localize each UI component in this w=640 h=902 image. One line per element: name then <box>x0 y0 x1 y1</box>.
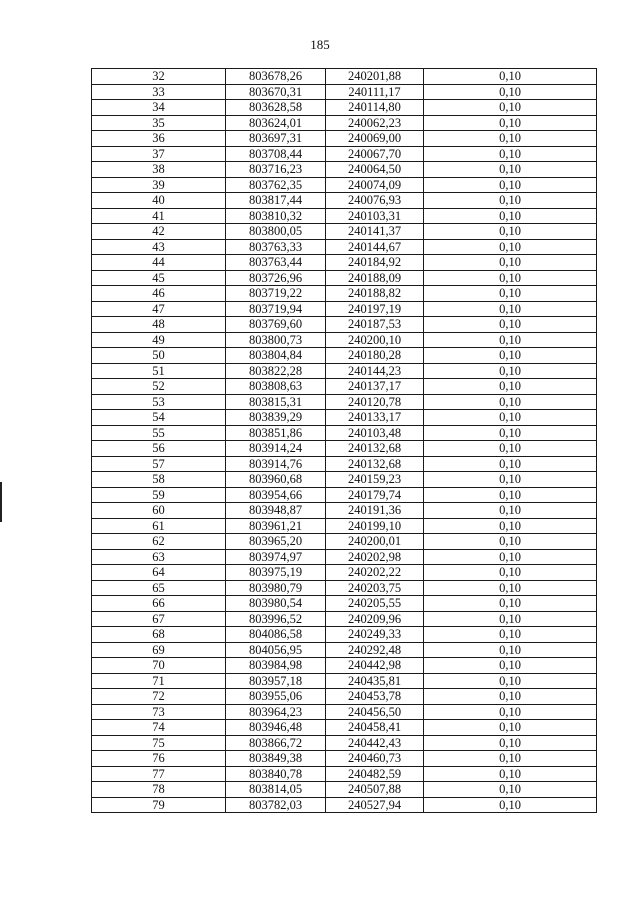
point-number-cell: 34 <box>92 100 226 116</box>
accuracy-cell: 0,10 <box>424 673 597 689</box>
x-coordinate-cell: 803964,23 <box>226 704 326 720</box>
x-coordinate-cell: 803975,19 <box>226 565 326 581</box>
y-coordinate-cell: 240184,92 <box>326 255 424 271</box>
accuracy-cell: 0,10 <box>424 611 597 627</box>
point-number-cell: 47 <box>92 301 226 317</box>
y-coordinate-cell: 240200,01 <box>326 534 424 550</box>
point-number-cell: 55 <box>92 425 226 441</box>
x-coordinate-cell: 803839,29 <box>226 410 326 426</box>
table-row <box>92 208 597 224</box>
table-row <box>92 348 597 364</box>
point-number-cell: 62 <box>92 534 226 550</box>
x-coordinate-cell: 803849,38 <box>226 751 326 767</box>
accuracy-cell: 0,10 <box>424 162 597 178</box>
accuracy-cell: 0,10 <box>424 131 597 147</box>
page-number: 185 <box>310 37 330 52</box>
x-coordinate-cell: 803762,35 <box>226 177 326 193</box>
accuracy-cell: 0,10 <box>424 270 597 286</box>
point-number-cell: 69 <box>92 642 226 658</box>
accuracy-cell: 0,10 <box>424 115 597 131</box>
coordinates-table <box>91 68 597 813</box>
y-coordinate-cell: 240064,50 <box>326 162 424 178</box>
point-number-cell: 67 <box>92 611 226 627</box>
y-coordinate-cell: 240435,81 <box>326 673 424 689</box>
y-coordinate-cell: 240076,93 <box>326 193 424 209</box>
y-coordinate-cell: 240458,41 <box>326 720 424 736</box>
y-coordinate-cell: 240111,17 <box>326 84 424 100</box>
y-coordinate-cell: 240456,50 <box>326 704 424 720</box>
point-number-cell: 40 <box>92 193 226 209</box>
accuracy-cell: 0,10 <box>424 782 597 798</box>
table-row <box>92 456 597 472</box>
x-coordinate-cell: 803980,54 <box>226 596 326 612</box>
x-coordinate-cell: 803965,20 <box>226 534 326 550</box>
point-number-cell: 43 <box>92 239 226 255</box>
coordinates-table-body <box>92 69 597 813</box>
x-coordinate-cell: 803708,44 <box>226 146 326 162</box>
x-coordinate-cell: 803628,58 <box>226 100 326 116</box>
table-row <box>92 131 597 147</box>
accuracy-cell: 0,10 <box>424 317 597 333</box>
table-row <box>92 286 597 302</box>
y-coordinate-cell: 240103,48 <box>326 425 424 441</box>
accuracy-cell: 0,10 <box>424 69 597 85</box>
accuracy-cell: 0,10 <box>424 503 597 519</box>
accuracy-cell: 0,10 <box>424 84 597 100</box>
y-coordinate-cell: 240180,28 <box>326 348 424 364</box>
accuracy-cell: 0,10 <box>424 549 597 565</box>
y-coordinate-cell: 240074,09 <box>326 177 424 193</box>
table-row <box>92 379 597 395</box>
x-coordinate-cell: 803678,26 <box>226 69 326 85</box>
table-row <box>92 363 597 379</box>
table-row <box>92 487 597 503</box>
table-row <box>92 394 597 410</box>
point-number-cell: 58 <box>92 472 226 488</box>
y-coordinate-cell: 240202,98 <box>326 549 424 565</box>
x-coordinate-cell: 803822,28 <box>226 363 326 379</box>
accuracy-cell: 0,10 <box>424 456 597 472</box>
table-row <box>92 270 597 286</box>
table-row <box>92 642 597 658</box>
x-coordinate-cell: 803815,31 <box>226 394 326 410</box>
y-coordinate-cell: 240137,17 <box>326 379 424 395</box>
x-coordinate-cell: 803914,76 <box>226 456 326 472</box>
point-number-cell: 78 <box>92 782 226 798</box>
point-number-cell: 42 <box>92 224 226 240</box>
point-number-cell: 66 <box>92 596 226 612</box>
point-number-cell: 37 <box>92 146 226 162</box>
x-coordinate-cell: 803946,48 <box>226 720 326 736</box>
x-coordinate-cell: 803957,18 <box>226 673 326 689</box>
margin-mark <box>0 482 2 522</box>
accuracy-cell: 0,10 <box>424 425 597 441</box>
x-coordinate-cell: 803984,98 <box>226 658 326 674</box>
x-coordinate-cell: 803866,72 <box>226 735 326 751</box>
y-coordinate-cell: 240187,53 <box>326 317 424 333</box>
accuracy-cell: 0,10 <box>424 658 597 674</box>
accuracy-cell: 0,10 <box>424 472 597 488</box>
point-number-cell: 79 <box>92 797 226 813</box>
x-coordinate-cell: 803769,60 <box>226 317 326 333</box>
x-coordinate-cell: 803800,05 <box>226 224 326 240</box>
x-coordinate-cell: 803719,94 <box>226 301 326 317</box>
y-coordinate-cell: 240527,94 <box>326 797 424 813</box>
point-number-cell: 38 <box>92 162 226 178</box>
accuracy-cell: 0,10 <box>424 177 597 193</box>
point-number-cell: 74 <box>92 720 226 736</box>
x-coordinate-cell: 803955,06 <box>226 689 326 705</box>
accuracy-cell: 0,10 <box>424 100 597 116</box>
x-coordinate-cell: 803996,52 <box>226 611 326 627</box>
x-coordinate-cell: 803814,05 <box>226 782 326 798</box>
table-row <box>92 720 597 736</box>
x-coordinate-cell: 803961,21 <box>226 518 326 534</box>
table-row <box>92 580 597 596</box>
point-number-cell: 60 <box>92 503 226 519</box>
y-coordinate-cell: 240482,59 <box>326 766 424 782</box>
x-coordinate-cell: 803763,33 <box>226 239 326 255</box>
y-coordinate-cell: 240197,19 <box>326 301 424 317</box>
accuracy-cell: 0,10 <box>424 580 597 596</box>
y-coordinate-cell: 240202,22 <box>326 565 424 581</box>
point-number-cell: 51 <box>92 363 226 379</box>
table-row <box>92 224 597 240</box>
point-number-cell: 77 <box>92 766 226 782</box>
accuracy-cell: 0,10 <box>424 224 597 240</box>
accuracy-cell: 0,10 <box>424 627 597 643</box>
table-row <box>92 177 597 193</box>
table-row <box>92 596 597 612</box>
table-row <box>92 766 597 782</box>
y-coordinate-cell: 240067,70 <box>326 146 424 162</box>
y-coordinate-cell: 240159,23 <box>326 472 424 488</box>
table-row <box>92 115 597 131</box>
table-row <box>92 503 597 519</box>
accuracy-cell: 0,10 <box>424 379 597 395</box>
accuracy-cell: 0,10 <box>424 487 597 503</box>
point-number-cell: 57 <box>92 456 226 472</box>
x-coordinate-cell: 803914,24 <box>226 441 326 457</box>
point-number-cell: 52 <box>92 379 226 395</box>
point-number-cell: 72 <box>92 689 226 705</box>
x-coordinate-cell: 803716,23 <box>226 162 326 178</box>
x-coordinate-cell: 803782,03 <box>226 797 326 813</box>
y-coordinate-cell: 240249,33 <box>326 627 424 643</box>
point-number-cell: 68 <box>92 627 226 643</box>
accuracy-cell: 0,10 <box>424 689 597 705</box>
y-coordinate-cell: 240114,80 <box>326 100 424 116</box>
point-number-cell: 71 <box>92 673 226 689</box>
table-row <box>92 146 597 162</box>
table-row <box>92 332 597 348</box>
y-coordinate-cell: 240132,68 <box>326 456 424 472</box>
accuracy-cell: 0,10 <box>424 797 597 813</box>
y-coordinate-cell: 240132,68 <box>326 441 424 457</box>
point-number-cell: 65 <box>92 580 226 596</box>
y-coordinate-cell: 240179,74 <box>326 487 424 503</box>
x-coordinate-cell: 803980,79 <box>226 580 326 596</box>
point-number-cell: 76 <box>92 751 226 767</box>
y-coordinate-cell: 240120,78 <box>326 394 424 410</box>
x-coordinate-cell: 803817,44 <box>226 193 326 209</box>
table-row <box>92 162 597 178</box>
x-coordinate-cell: 803810,32 <box>226 208 326 224</box>
table-row <box>92 627 597 643</box>
point-number-cell: 75 <box>92 735 226 751</box>
table-row <box>92 797 597 813</box>
y-coordinate-cell: 240292,48 <box>326 642 424 658</box>
point-number-cell: 48 <box>92 317 226 333</box>
table-row <box>92 704 597 720</box>
table-row <box>92 689 597 705</box>
accuracy-cell: 0,10 <box>424 518 597 534</box>
accuracy-cell: 0,10 <box>424 363 597 379</box>
table-row <box>92 735 597 751</box>
table-row <box>92 193 597 209</box>
x-coordinate-cell: 803804,84 <box>226 348 326 364</box>
point-number-cell: 50 <box>92 348 226 364</box>
point-number-cell: 73 <box>92 704 226 720</box>
y-coordinate-cell: 240062,23 <box>326 115 424 131</box>
point-number-cell: 36 <box>92 131 226 147</box>
accuracy-cell: 0,10 <box>424 704 597 720</box>
y-coordinate-cell: 240442,98 <box>326 658 424 674</box>
accuracy-cell: 0,10 <box>424 193 597 209</box>
point-number-cell: 32 <box>92 69 226 85</box>
table-row <box>92 100 597 116</box>
accuracy-cell: 0,10 <box>424 751 597 767</box>
x-coordinate-cell: 803670,31 <box>226 84 326 100</box>
x-coordinate-cell: 804056,95 <box>226 642 326 658</box>
table-row <box>92 658 597 674</box>
x-coordinate-cell: 803851,86 <box>226 425 326 441</box>
point-number-cell: 41 <box>92 208 226 224</box>
accuracy-cell: 0,10 <box>424 441 597 457</box>
accuracy-cell: 0,10 <box>424 642 597 658</box>
x-coordinate-cell: 803974,97 <box>226 549 326 565</box>
point-number-cell: 54 <box>92 410 226 426</box>
y-coordinate-cell: 240209,96 <box>326 611 424 627</box>
accuracy-cell: 0,10 <box>424 208 597 224</box>
accuracy-cell: 0,10 <box>424 735 597 751</box>
y-coordinate-cell: 240453,78 <box>326 689 424 705</box>
y-coordinate-cell: 240141,37 <box>326 224 424 240</box>
point-number-cell: 49 <box>92 332 226 348</box>
accuracy-cell: 0,10 <box>424 348 597 364</box>
table-row <box>92 441 597 457</box>
accuracy-cell: 0,10 <box>424 565 597 581</box>
y-coordinate-cell: 240460,73 <box>326 751 424 767</box>
x-coordinate-cell: 803697,31 <box>226 131 326 147</box>
accuracy-cell: 0,10 <box>424 534 597 550</box>
x-coordinate-cell: 803960,68 <box>226 472 326 488</box>
point-number-cell: 39 <box>92 177 226 193</box>
table-row <box>92 255 597 271</box>
y-coordinate-cell: 240442,43 <box>326 735 424 751</box>
point-number-cell: 59 <box>92 487 226 503</box>
x-coordinate-cell: 803808,63 <box>226 379 326 395</box>
table-row <box>92 611 597 627</box>
y-coordinate-cell: 240200,10 <box>326 332 424 348</box>
y-coordinate-cell: 240199,10 <box>326 518 424 534</box>
point-number-cell: 63 <box>92 549 226 565</box>
y-coordinate-cell: 240144,67 <box>326 239 424 255</box>
point-number-cell: 56 <box>92 441 226 457</box>
table-row <box>92 425 597 441</box>
table-row <box>92 317 597 333</box>
y-coordinate-cell: 240133,17 <box>326 410 424 426</box>
point-number-cell: 44 <box>92 255 226 271</box>
point-number-cell: 35 <box>92 115 226 131</box>
x-coordinate-cell: 803840,78 <box>226 766 326 782</box>
table-row <box>92 534 597 550</box>
point-number-cell: 61 <box>92 518 226 534</box>
y-coordinate-cell: 240144,23 <box>326 363 424 379</box>
y-coordinate-cell: 240069,00 <box>326 131 424 147</box>
table-row <box>92 410 597 426</box>
accuracy-cell: 0,10 <box>424 286 597 302</box>
table-row <box>92 518 597 534</box>
x-coordinate-cell: 804086,58 <box>226 627 326 643</box>
table-row <box>92 549 597 565</box>
table-row <box>92 84 597 100</box>
point-number-cell: 46 <box>92 286 226 302</box>
table-row <box>92 782 597 798</box>
accuracy-cell: 0,10 <box>424 394 597 410</box>
accuracy-cell: 0,10 <box>424 332 597 348</box>
accuracy-cell: 0,10 <box>424 410 597 426</box>
y-coordinate-cell: 240507,88 <box>326 782 424 798</box>
table-row <box>92 69 597 85</box>
x-coordinate-cell: 803948,87 <box>226 503 326 519</box>
x-coordinate-cell: 803954,66 <box>226 487 326 503</box>
x-coordinate-cell: 803719,22 <box>226 286 326 302</box>
accuracy-cell: 0,10 <box>424 255 597 271</box>
x-coordinate-cell: 803763,44 <box>226 255 326 271</box>
y-coordinate-cell: 240103,31 <box>326 208 424 224</box>
x-coordinate-cell: 803800,73 <box>226 332 326 348</box>
accuracy-cell: 0,10 <box>424 596 597 612</box>
x-coordinate-cell: 803624,01 <box>226 115 326 131</box>
point-number-cell: 64 <box>92 565 226 581</box>
table-row <box>92 751 597 767</box>
table-row <box>92 301 597 317</box>
y-coordinate-cell: 240188,09 <box>326 270 424 286</box>
point-number-cell: 33 <box>92 84 226 100</box>
y-coordinate-cell: 240203,75 <box>326 580 424 596</box>
y-coordinate-cell: 240188,82 <box>326 286 424 302</box>
table-row <box>92 472 597 488</box>
y-coordinate-cell: 240191,36 <box>326 503 424 519</box>
y-coordinate-cell: 240201,88 <box>326 69 424 85</box>
table-row <box>92 673 597 689</box>
x-coordinate-cell: 803726,96 <box>226 270 326 286</box>
y-coordinate-cell: 240205,55 <box>326 596 424 612</box>
accuracy-cell: 0,10 <box>424 301 597 317</box>
point-number-cell: 70 <box>92 658 226 674</box>
accuracy-cell: 0,10 <box>424 146 597 162</box>
accuracy-cell: 0,10 <box>424 239 597 255</box>
accuracy-cell: 0,10 <box>424 720 597 736</box>
table-row <box>92 239 597 255</box>
accuracy-cell: 0,10 <box>424 766 597 782</box>
table-row <box>92 565 597 581</box>
point-number-cell: 45 <box>92 270 226 286</box>
point-number-cell: 53 <box>92 394 226 410</box>
